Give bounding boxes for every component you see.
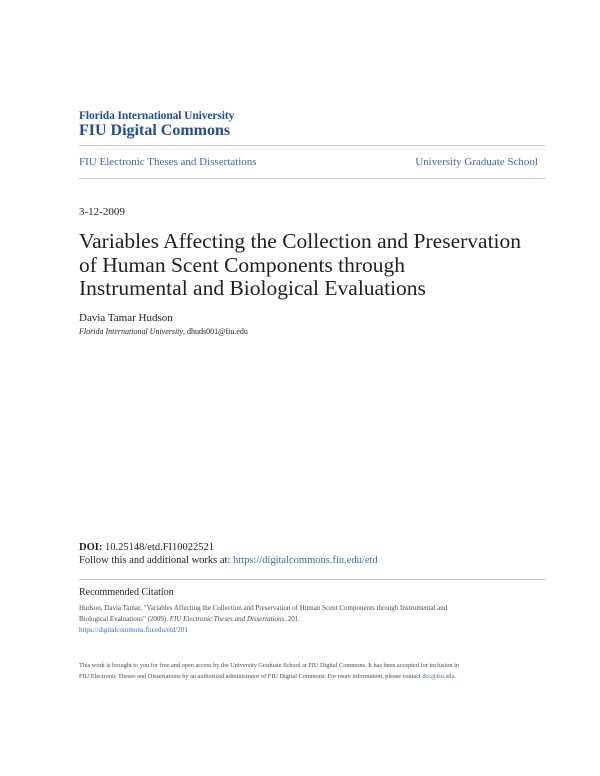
contact-email-link[interactable]: dcc@fiu.edu <box>422 673 455 680</box>
citation-text: Biological Evaluations" (2009). <box>79 615 170 623</box>
title-line: Instrumental and Biological Evaluations <box>79 276 426 300</box>
header-divider-top <box>79 145 546 146</box>
recommended-citation <box>79 603 545 636</box>
note-line: This work is brought to you for free and open access by the University Graduate School at FIU Digital Commons. It has been accepted for inclusion in <box>79 662 459 669</box>
author-email: , dhuds001@fiu.edu <box>183 327 248 336</box>
citation-line <box>79 614 545 625</box>
note-end: . <box>454 673 457 680</box>
affiliation-name: Florida International University <box>79 327 183 336</box>
nav-link-collection[interactable]: FIU Electronic Theses and Dissertations <box>79 156 257 168</box>
author-name: Davia Tamar Hudson <box>79 312 173 324</box>
open-access-note <box>79 660 545 682</box>
nav-link-school[interactable]: University Graduate School <box>415 156 538 168</box>
recommended-citation-heading: Recommended Citation <box>79 587 174 598</box>
citation-line <box>79 625 545 636</box>
note-line <box>79 671 545 682</box>
document-title <box>79 230 549 301</box>
citation-number: . 201. <box>284 615 300 623</box>
title-line: of Human Scent Components through <box>79 252 406 277</box>
header-divider-bottom <box>79 178 546 179</box>
citation-divider <box>79 579 546 580</box>
doi-label: DOI: <box>79 542 103 553</box>
doi-value: 10.25148/etd.FI10022521 <box>102 542 215 553</box>
repository-name[interactable]: FIU Digital Commons <box>79 122 231 139</box>
author-affiliation <box>79 327 248 336</box>
citation-series: FIU Electronic Theses and Dissertations <box>169 615 285 623</box>
institution-name: Florida International University <box>79 110 235 122</box>
doi-line <box>79 542 214 553</box>
title-line: Variables Affecting the Collection and Preservation <box>79 229 522 253</box>
citation-url-link[interactable]: https://digitalcommons.fiu.edu/etd/201 <box>79 626 188 634</box>
follow-line <box>79 555 378 566</box>
note-text: FIU Electronic Theses and Dissertations by an authorized administrator of FIU Digital Commons. For more information, please contact <box>79 673 423 680</box>
citation-line: Hudson, Davia Tamar, "Variables Affecting the Collection and Preservation of Human Scent Components through Instrumental and <box>79 604 448 612</box>
publication-date: 3-12-2009 <box>79 206 125 218</box>
follow-text: Follow this and additional works at: <box>79 555 233 566</box>
collection-link[interactable]: https://digitalcommons.fiu.edu/etd <box>233 555 378 566</box>
